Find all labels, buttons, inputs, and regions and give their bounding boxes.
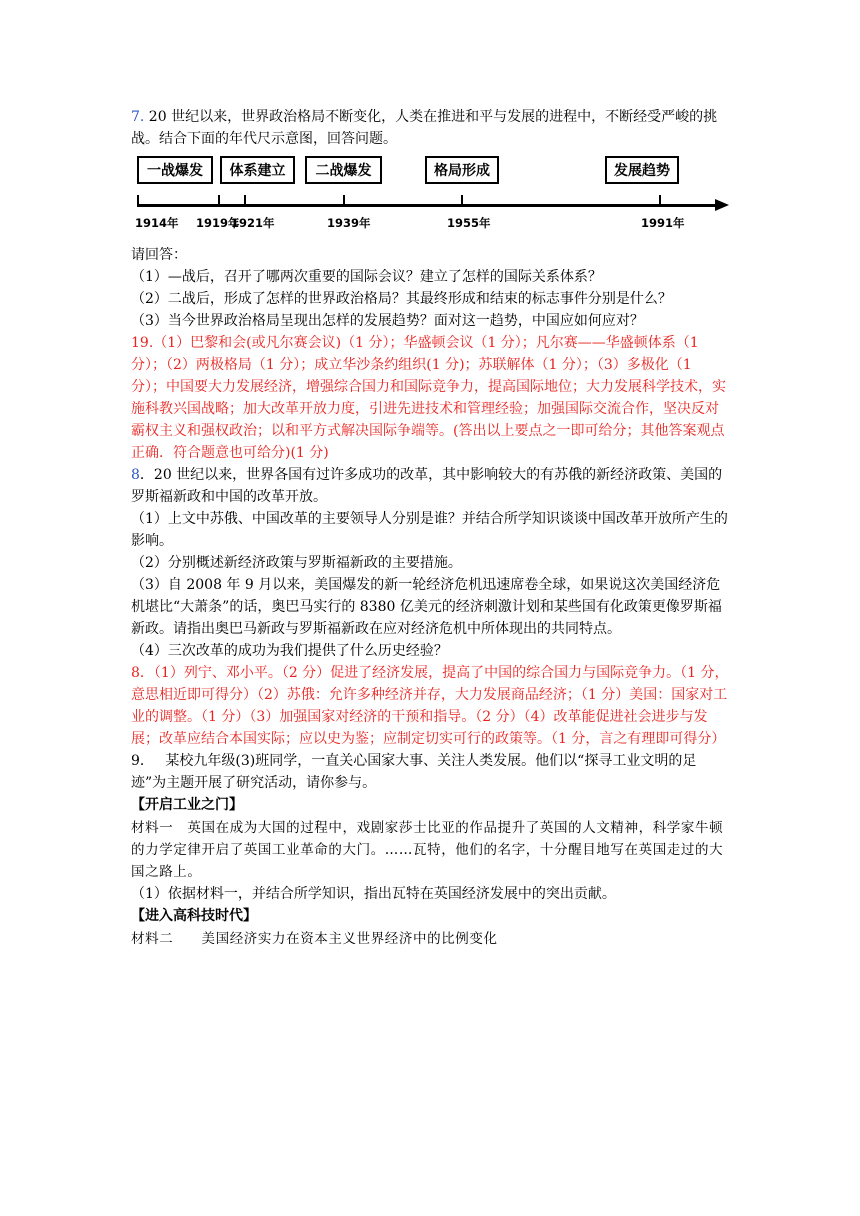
timeline-axis [137,204,721,207]
timeline-year: 1939年 [327,216,371,230]
q9-material-2: 材料二 美国经济实力在资本主义世界经济中的比例变化 [131,931,498,947]
timeline-box-ww2: 二战爆发 [305,156,382,184]
timeline-year: 1914年 [135,216,179,230]
q7-question-2: （2）二战后，形成了怎样的世界政治格局？其最终形成和结束的标志事件分别是什么？ [131,291,672,307]
q8-question-3: （3）自 2008 年 9 月以来，美国爆发的新一轮经济危机迅速席卷全球，如果说这次美国经济危机堪比“大萧条”的话，奥巴马实行的 8380 亿美元的经济刺激计划和某些国有化政策更像罗斯福新政。请指出奥巴马新政与罗斯福新政在应对经济危机中所体现出的共同特点。 [131,577,722,637]
q9-section-heading-2: 【进入高科技时代】 [131,908,257,924]
q8-question-1: （1）上文中苏俄、中国改革的主要领导人分别是谁？并结合所学知识谈谈中国改革开放所产生的影响。 [131,511,728,549]
timeline-box-ww1: 一战爆发 [137,156,213,184]
timeline-arrow-icon [715,199,729,211]
timeline-year: 1919年 [196,216,240,230]
timeline-year: 1921年 [231,216,275,230]
q7-question-3: （3）当今世界政治格局呈现出怎样的发展趋势？面对这一趋势，中国应如何应对？ [131,313,644,329]
timeline-year: 1991年 [641,216,685,230]
timeline-year: 1955年 [447,216,491,230]
q8-intro-text: ．20 世纪以来，世界各国有过许多成功的改革，其中影响较大的有苏俄的新经济政策、美国的罗斯福新政和中国的改革开放。 [131,467,723,505]
document-page [131,106,731,950]
q8-question-4: （4）三次改革的成功为我们提供了什么历史经验？ [131,643,448,659]
q7-intro-text: 20 世纪以来，世界政治格局不断变化，人类在推进和平与发展的进程中，不断经受严峻的挑战。结合下面的年代尺示意图，回答问题。 [131,109,718,147]
q8-question-2: （2）分别概述新经济政策与罗斯福新政的主要措施。 [131,555,462,571]
timeline-box-pattern: 格局形成 [425,156,499,184]
timeline-diagram [131,152,731,240]
q9-intro: 9． 某校九年级(3)班同学，一直关心国家大事、关注人类发展。他们以“探寻工业文明的足迹”为主题开展了研究活动，请你参与。 [131,753,697,791]
q8-answer: 8．（1）列宁、邓小平。（2 分）促进了经济发展，提高了中国的综合国力与国际竞争力。（1 分，意思相近即可得分）（2）苏俄：允许多种经济并存，大力发展商品经济；（1 分）美国：国家对工业的调整。（1 分）（3）加强国家对经济的干预和指导。（2 分）（4）改革能促进社会进步与发展；改革应结合本国实际；应以史为鉴；应制定切实可行的政策等。（1 分，言之有理即可得分） [131,665,729,747]
q8-number: 8 [131,467,140,483]
q9-material-1: 材料一 英国在成为大国的过程中，戏剧家莎士比亚的作品提升了英国的人文精神，科学家牛顿的力学定律开启了英国工业革命的大门。……瓦特，他们的名字，十分醒目地写在英国走过的大国之路上。 [131,820,724,880]
q9-section-heading-1: 【开启工业之门】 [131,797,243,813]
q7-number: 7. [131,109,145,125]
timeline-box-trend: 发展趋势 [605,156,679,184]
q7-intro [131,106,731,150]
q9-question-1: （1）依据材料一，并结合所学知识，指出瓦特在英国经济发展中的突出贡献。 [131,886,616,902]
q8-intro [131,464,731,508]
q7-answer: 19.（1）巴黎和会(或凡尔赛会议)（1 分）；华盛顿会议（1 分）；凡尔赛——华盛顿体系（1 分）；（2）两极格局（1 分）；成立华沙条约组织(1 分)；苏联解体（1 分）；（3）多极化（1 分）；中国要大力发展经济，增强综合国力和国际竞争力，提高国际地位；大力发展科学技术，实施科教兴国战略；加大改革开放力度，引进先进技术和管理经验；加强国际交流合作，坚决反对霸权主义和强权政治；以和平方式解决国际争端等。(答出以上要点之一即可给分；其他答案观点正确．符合题意也可给分)(1 分) [131,335,726,461]
q7-prompt: 请回答： [131,247,187,263]
q7-question-1: （1）—战后，召开了哪两次重要的国际会议？建立了怎样的国际关系体系？ [131,269,602,285]
timeline-box-system: 体系建立 [220,156,295,184]
